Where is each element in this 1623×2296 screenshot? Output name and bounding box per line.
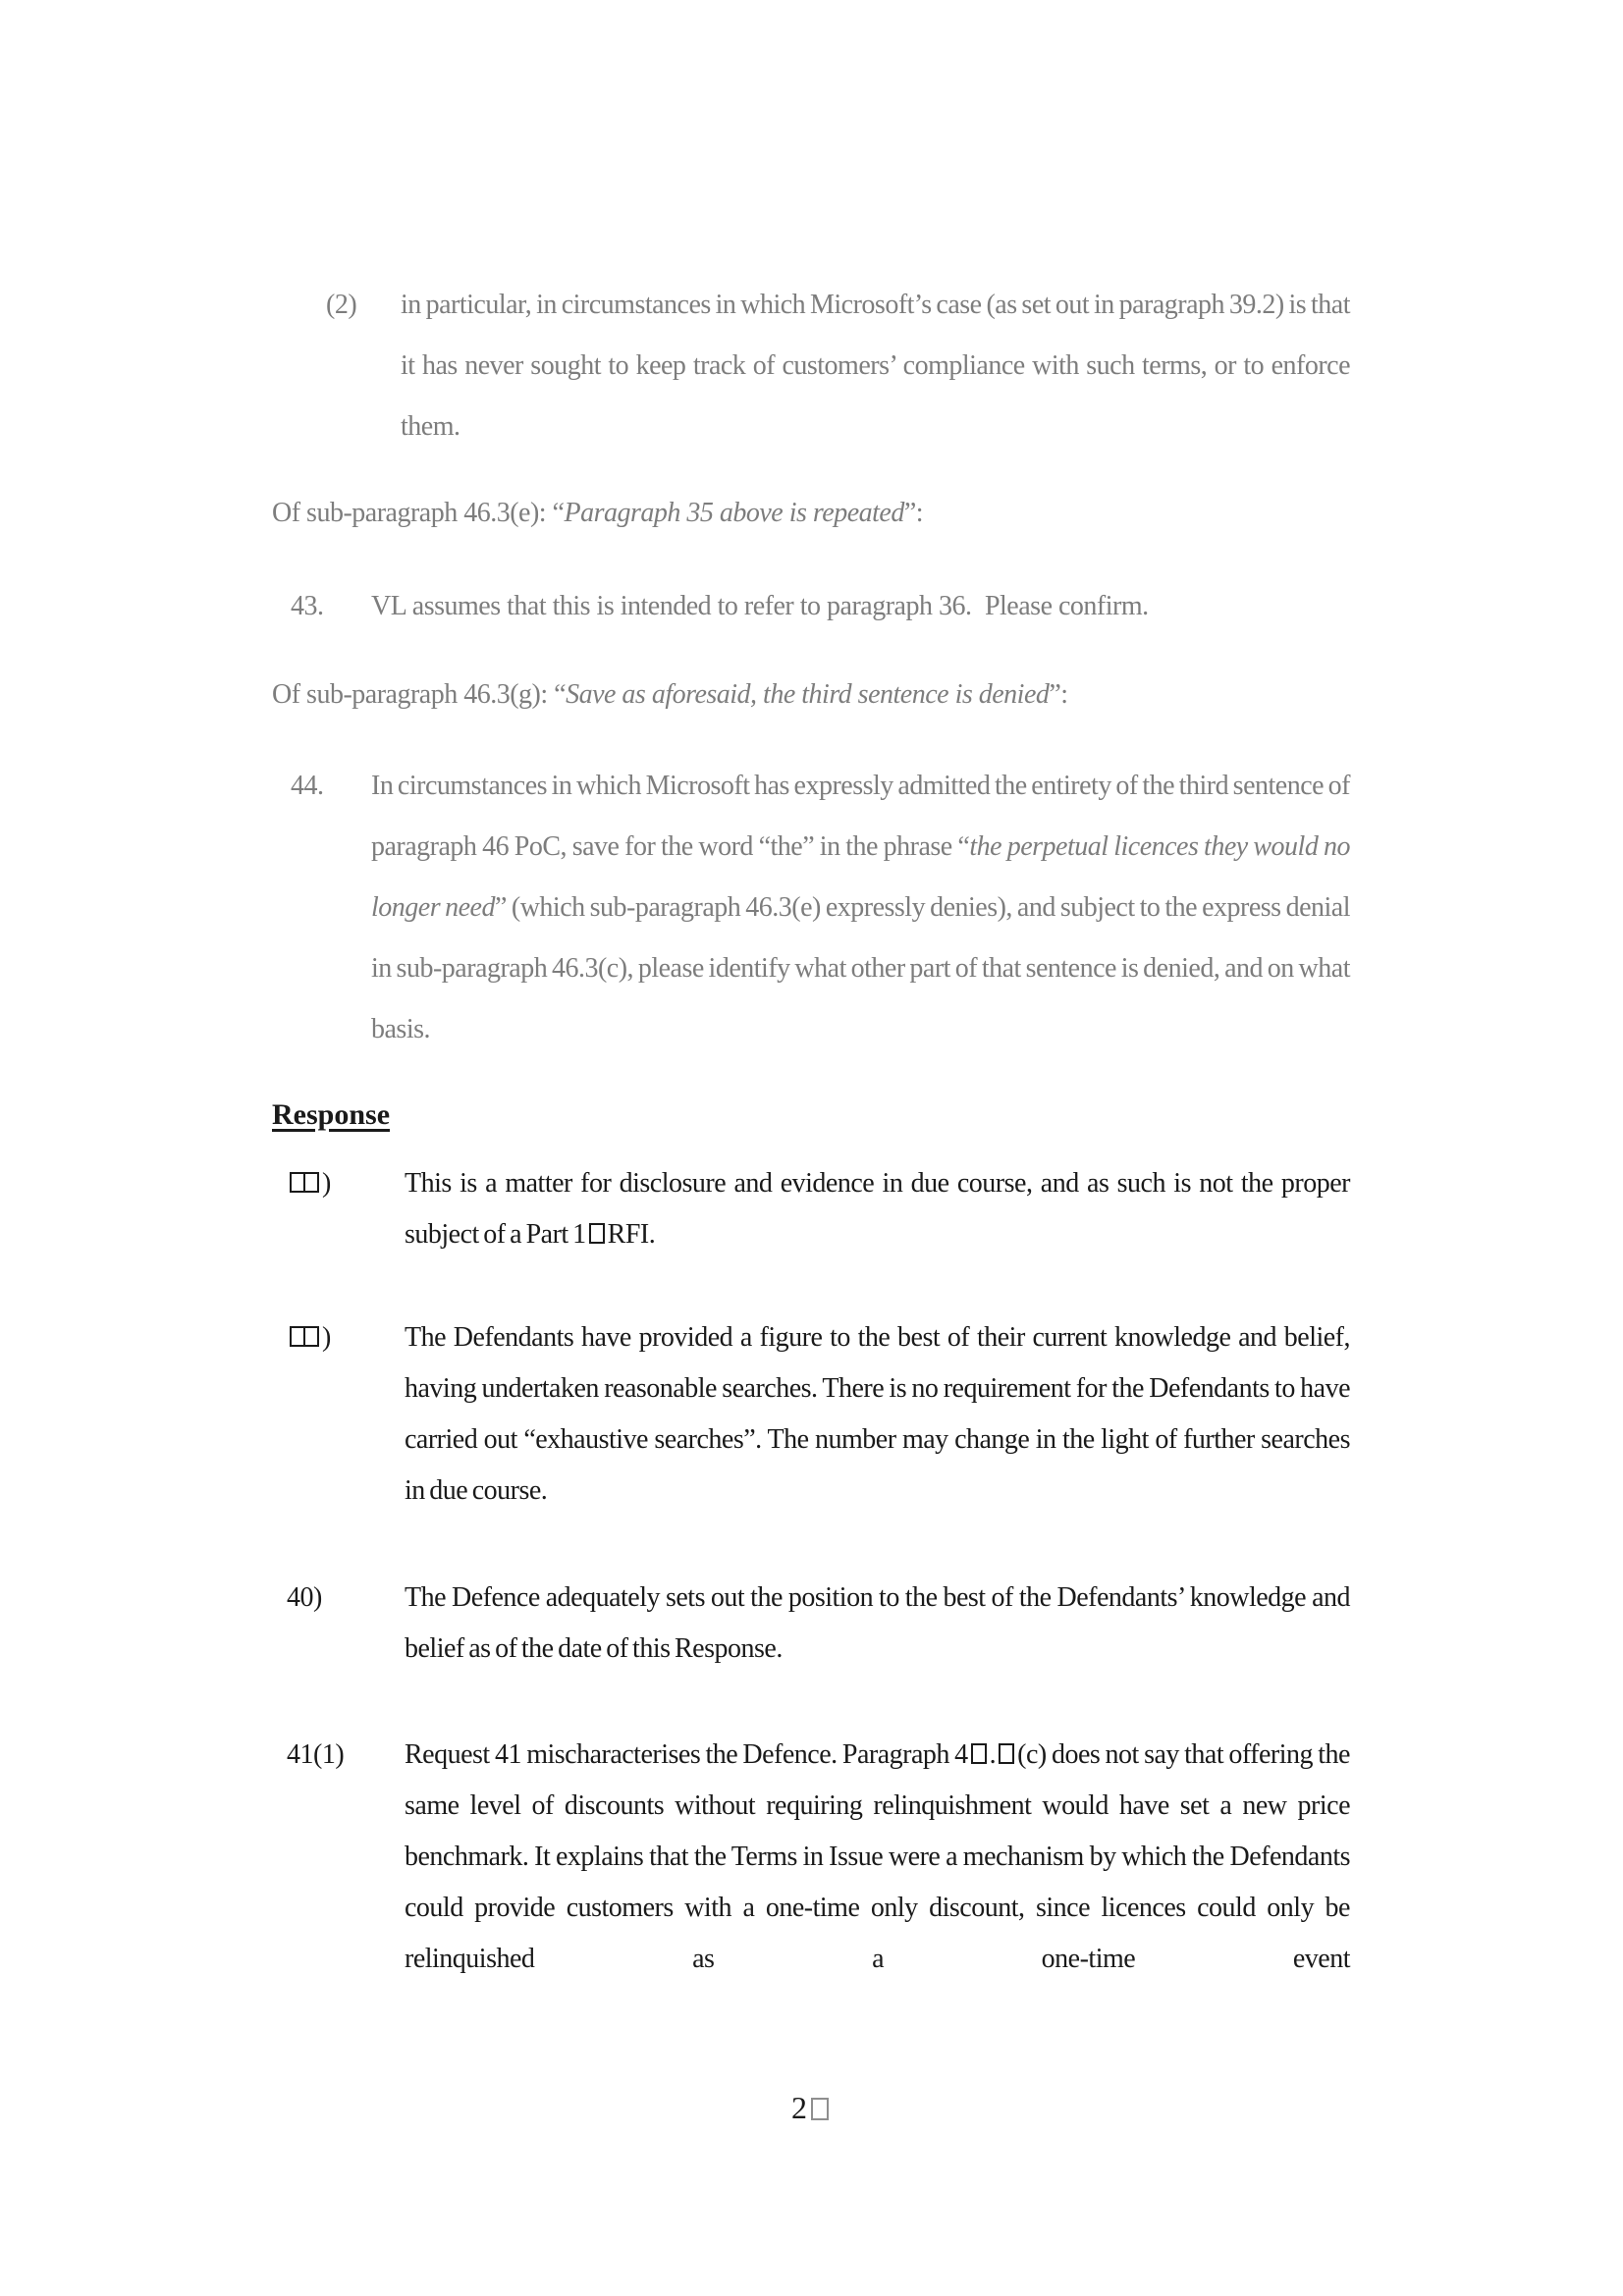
response-item-1 (287, 1158, 1350, 1260)
response-item-1-label: ) (287, 1158, 331, 1209)
response-item-2 (287, 1312, 1350, 1517)
response-item-2-text: The Defendants have provided a figure to the best of their current knowledge and belief, having undertaken reasonable searches. There is no requirement for the Defendants to have carried out “exhaustive searches”. The number may change in the light of further searches in due course. (405, 1322, 1350, 1506)
missing-glyph-box (589, 1223, 605, 1244)
paragraph-43 (291, 586, 1350, 627)
response-item-4-label: 41(1) (287, 1739, 345, 1770)
quote-heading-46-3e: Of sub-paragraph 46.3(e): “Paragraph 35 above is repeated”: (272, 498, 924, 528)
response-heading: Response (272, 1098, 391, 1131)
response-item-4-text: Request 41 mischaracterises the Defence. Paragraph 4 . (c) does not say that offering the same level of discounts without requiring relinquishment would have set a new price benchmark. It explains that the Terms in Issue were a mechanism by which the Defendants could provide customers with a one-time only discount, since licences could only be relinquished as a one-time event (405, 1739, 1350, 1974)
paragraph-44-text: In circumstances in which Microsoft has expressly admitted the entirety of the third sentence of paragraph 46 PoC, save for the word “the” in the phrase “the perpetual licences they would no longer need” (which sub-paragraph 46.3(e) expressly denies), and subject to the express denial in sub-paragraph 46.3(c), please identify what other part of that sentence is denied, and on what basis. (371, 771, 1351, 1044)
paragraph-44-number: 44. (291, 771, 324, 801)
missing-glyph-box (303, 1326, 319, 1347)
page-number-footer: 2 (0, 2087, 1623, 2128)
paragraph-44 (291, 756, 1350, 1060)
subparagraph-2-text: in particular, in circumstances in which Microsoft’s case (as set out in paragraph 39.2) is that it has never sought to keep track of customers’ compliance with such terms, or to enforce them. (401, 290, 1350, 442)
missing-glyph-box (303, 1172, 319, 1193)
paragraph-43-number: 43. (291, 591, 324, 621)
response-item-3-label: 40) (287, 1582, 322, 1613)
response-item-2-label: ) (287, 1312, 331, 1363)
missing-glyph-box (971, 1743, 987, 1764)
missing-glyph-box (811, 2098, 829, 2120)
paragraph-43-text: VL assumes that this is intended to refer to paragraph 36. Please confirm. (371, 591, 1149, 621)
subparagraph-2 (326, 275, 1350, 457)
response-item-4 (287, 1730, 1350, 1985)
response-item-1-text: This is a matter for disclosure and evidence in due course, and as such is not the proper subject of a Part 1 RFI. (405, 1168, 1350, 1250)
subparagraph-2-label: (2) (326, 290, 357, 320)
missing-glyph-box (999, 1743, 1014, 1764)
response-item-3-text: The Defence adequately sets out the position to the best of the Defendants’ knowledge and belief as of the date of this Response. (405, 1582, 1350, 1664)
quote-heading-46-3g: Of sub-paragraph 46.3(g): “Save as aforesaid, the third sentence is denied”: (272, 679, 1068, 710)
response-item-3 (287, 1573, 1350, 1675)
